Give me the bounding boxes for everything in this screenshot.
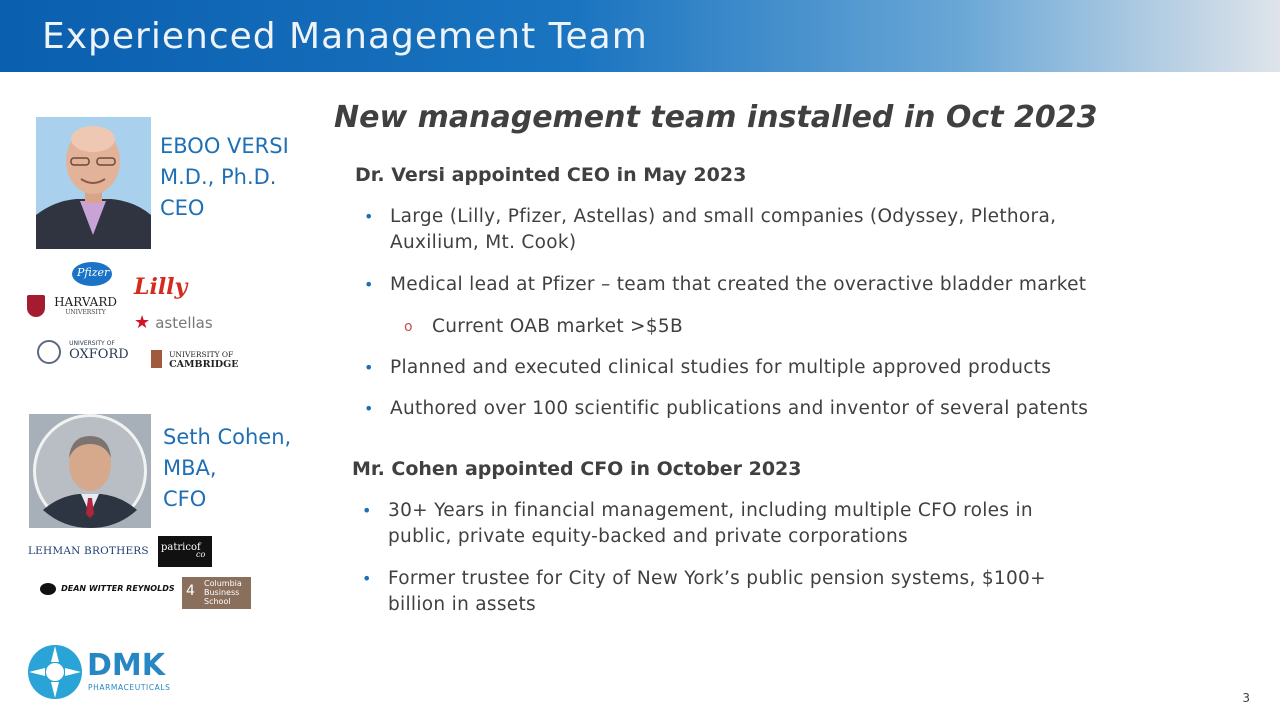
list-item: • Planned and executed clinical studies for multiple approved products: [364, 355, 1164, 381]
dean-witter-mark-icon: [40, 583, 56, 595]
cambridge-logo: UNIVERSITY OF CAMBRIDGE: [151, 350, 239, 370]
oxford-logo: UNIVERSITY OF OXFORD: [37, 340, 129, 364]
bullet-icon: •: [364, 399, 374, 418]
sub-list-item: o Current OAB market >$5B: [404, 314, 1004, 340]
list-item: • Authored over 100 scientific publications and inventor of several patents: [364, 396, 1184, 422]
cohen-name-block: [163, 422, 291, 515]
astellas-logo: ★ astellas: [134, 312, 213, 333]
bullet-icon: •: [364, 275, 374, 294]
versi-title: CEO: [160, 196, 205, 220]
versi-degree: M.D., Ph.D.: [160, 165, 277, 189]
columbia-business-school-logo: 4 Columbia Business School: [182, 577, 251, 609]
patricof-logo: patricof co: [158, 536, 212, 567]
astellas-star-icon: ★: [134, 312, 151, 333]
cohen-photo: [29, 414, 151, 528]
list-item: • Large (Lilly, Pfizer, Astellas) and small companies (Odyssey, Plethora, Auxilium, Mt. Cook): [364, 206, 1057, 253]
harvard-logo: HARVARD UNIVERSITY: [27, 295, 117, 317]
main-heading: New management team installed in Oct 2023: [334, 100, 1098, 135]
sub-bullet-icon: o: [404, 319, 413, 335]
cohen-degree: MBA,: [163, 456, 217, 480]
slide-title: Experienced Management Team: [42, 16, 648, 57]
dmk-emblem-icon: [27, 644, 83, 700]
list-item: • 30+ Years in financial management, including multiple CFO roles in public, private equity-backed and private corporations: [362, 500, 1033, 547]
versi-name-block: [160, 131, 289, 224]
cambridge-shield-icon: [151, 350, 162, 368]
bullet-icon: •: [362, 569, 372, 588]
columbia-crown-icon: 4: [186, 583, 195, 599]
versi-name: EBOO VERSI: [160, 134, 289, 158]
bullet-icon: •: [364, 207, 374, 226]
lehman-brothers-logo: LEHMAN BROTHERS: [28, 545, 149, 557]
cohen-name: Seth Cohen,: [163, 425, 292, 449]
cohen-title: CFO: [163, 487, 207, 511]
header-banner: [0, 0, 1280, 72]
slide-number: 3: [1242, 691, 1250, 705]
list-item: • Medical lead at Pfizer – team that created the overactive bladder market: [364, 272, 1164, 298]
bullet-icon: •: [362, 501, 372, 520]
bullet-icon: •: [364, 358, 374, 377]
versi-section-heading: Dr. Versi appointed CEO in May 2023: [355, 164, 747, 186]
cohen-section-heading: Mr. Cohen appointed CFO in October 2023: [352, 458, 802, 480]
pfizer-logo: Pfizer: [72, 262, 112, 286]
dmk-logo: DMK PHARMACEUTICALS: [27, 644, 177, 702]
oxford-crest-icon: [37, 340, 61, 364]
harvard-shield-icon: [27, 295, 45, 317]
list-item: • Former trustee for City of New York’s public pension systems, $100+ billion in assets: [362, 568, 1046, 615]
lilly-logo: Lilly: [134, 274, 188, 300]
versi-photo: [36, 117, 151, 249]
dean-witter-logo: DEAN WITTER REYNOLDS: [40, 578, 175, 597]
